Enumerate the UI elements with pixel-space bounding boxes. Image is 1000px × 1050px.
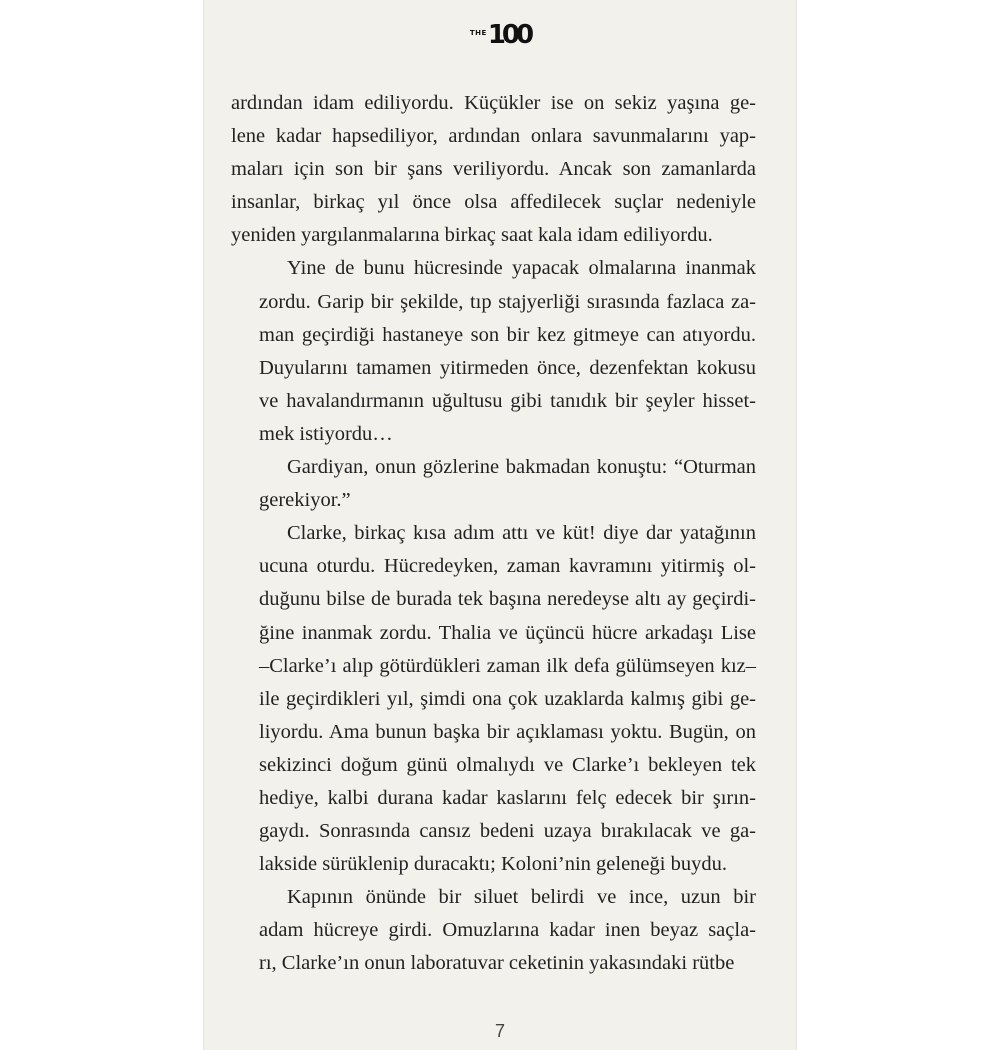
text-line: hediye, kalbi durana kadar kaslarını felç edecek bir şırın- [259,786,756,809]
text-line: ucuna oturdu. Hücredeyken, zaman kavramını yitirmiş ol- [259,555,756,578]
text-line: mek istiyordu… [259,422,393,445]
text-line: ve havalandırmanın uğultusu gibi tanıdık bir şeyler hisset- [259,389,756,412]
text-line: Kapının önünde bir siluet belirdi ve ince, uzun bir [287,886,756,909]
text-line: ile geçirdikleri yıl, şimdi ona çok uzaklarda kalmış gibi ge- [259,687,756,710]
text-line: Yine de bunu hücresinde yapacak olmalarına inanmak [287,257,756,280]
paragraph [231,87,756,252]
text-line: maları için son bir şans veriliyordu. Ancak son zamanlarda [231,158,756,181]
text-line: Gardiyan, onun gözlerine bakmadan konuştu: “Oturman [287,456,756,479]
page-number: 7 [494,1021,505,1041]
text-line: ardından idam ediliyordu. Küçükler ise on sekiz yaşına ge- [231,92,756,114]
text-line: man geçirdiği hastaneye son bir kez gitmeye can atıyordu. [259,323,756,346]
header-logo-number: 100 [487,20,531,50]
text-line: lakside sürüklenip duracaktı; Koloni’nin geleneği buydu. [259,853,727,876]
text-line: ğine inanmak zordu. Thalia ve üçüncü hücre arkadaşı Lise [259,621,756,644]
text-line: Duyularını tamamen yitirmeden önce, dezenfektan kokusu [259,356,756,379]
text-line: liyordu. Ama bunun başka bir açıklaması yoktu. Bugün, on [259,720,756,743]
paragraph [231,252,756,451]
text-line: gerekiyor.” [259,489,351,512]
text-line: Clarke, birkaç kısa adım attı ve küt! diye dar yatağının [287,522,756,545]
body-text [231,87,756,981]
text-line: lene kadar hapsediliyor, ardından onlara savunmalarını yap- [231,125,756,148]
book-page [203,0,797,1050]
running-header [203,20,797,50]
text-line: zordu. Garip bir şekilde, tıp stajyerliği sırasında fazlaca za- [259,290,756,313]
text-line: rı, Clarke’ın onun laboratuvar ceketinin yakasındaki rütbe [259,952,735,975]
paragraph [231,517,756,881]
text-line: duğunu bilse de burada tek başına neredeyse altı ay geçirdi- [259,588,756,611]
text-line: adam hücreye girdi. Omuzlarına kadar inen beyaz saçla- [259,919,756,942]
text-line: insanlar, birkaç yıl önce olsa affedilecek suçlar nedeniyle [231,191,756,214]
paragraph [231,881,756,980]
text-line: gaydı. Sonrasında cansız bedeni uzaya bırakılacak ve ga- [259,820,756,843]
header-the: THE [469,29,487,37]
text-line: sekizinci doğum günü olmalıydı ve Clarke’ı bekleyen tek [259,753,756,776]
text-line: yeniden yargılanmalarına birkaç saat kala idam ediliyordu. [231,224,713,247]
text-line: –Clarke’ı alıp götürdükleri zaman ilk defa gülümseyen kız– [259,654,756,677]
paragraph [231,451,756,517]
